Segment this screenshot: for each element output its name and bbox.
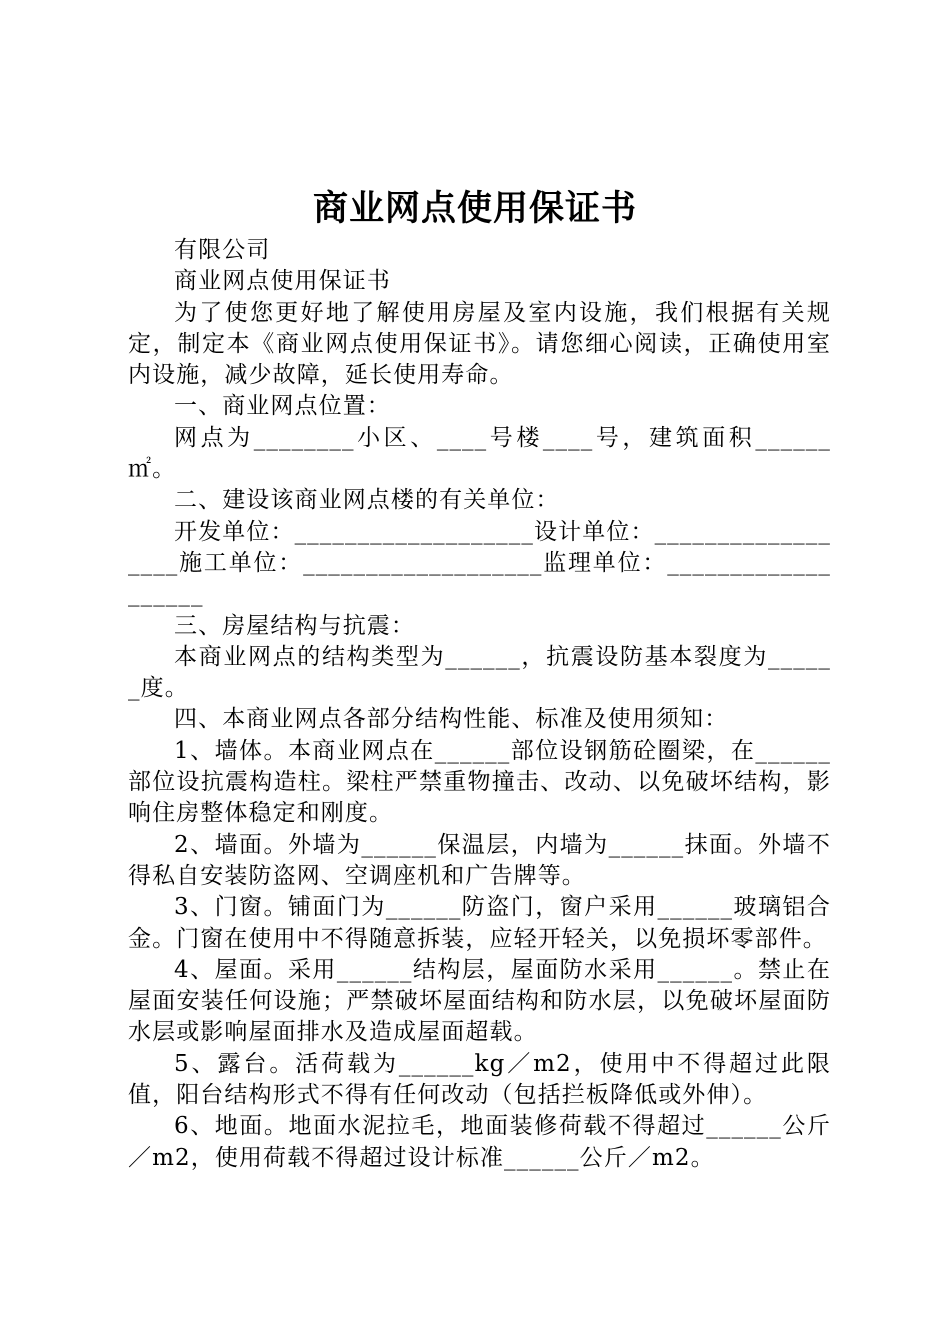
item-roof: 4、屋面。采用______结构层，屋面防水采用______。禁止在屋面安装任何设施；严禁破坏屋面结构和防水层，以免破坏屋面防水层或影响屋面排水及造成屋面超载。: [128, 956, 831, 1046]
company-line: 有限公司: [174, 237, 271, 263]
section-heading-location: 一、商业网点位置：: [174, 393, 391, 420]
item-terrace: 5、露台。活荷载为______kg／m2，使用中不得超过此限值，阳台结构形式不得有任何改动（包括拦板降低或外伸）。: [128, 1050, 831, 1109]
item-doors-windows: 3、门窗。铺面门为______防盗门，窗户采用______玻璃铝合金。门窗在使用中不得随意拆装，应轻开轻关，以免损坏零部件。: [128, 894, 831, 952]
subtitle-line: 商业网点使用保证书: [174, 268, 391, 295]
location-paragraph: 网点为________小区、____号楼____号，建筑面积______㎡。: [128, 424, 831, 483]
item-wall: 1、墙体。本商业网点在______部位设钢筋砼圈梁，在______部位设抗震构造柱。梁柱严禁重物撞击、改动、以免破坏结构，影响住房整体稳定和刚度。: [128, 737, 831, 827]
section-heading-usage: 四、本商业网点各部分结构性能、标准及使用须知：: [174, 706, 729, 733]
intro-paragraph: 为了使您更好地了解使用房屋及室内设施，我们根据有关规定，制定本《商业网点使用保证书》。请您细心阅读，正确使用室内设施，减少故障，延长使用寿命。: [128, 299, 831, 389]
section-heading-units: 二、建设该商业网点楼的有关单位：: [174, 487, 560, 514]
structure-paragraph: 本商业网点的结构类型为______，抗震设防基本裂度为______度。: [128, 643, 831, 702]
item-floor: 6、地面。地面水泥拉毛，地面装修荷载不得超过______公斤／m2，使用荷载不得超过设计标准______公斤／m2。: [128, 1113, 831, 1171]
section-heading-structure: 三、房屋结构与抗震：: [174, 612, 415, 639]
document-title: 商业网点使用保证书: [312, 188, 637, 229]
units-paragraph: 开发单位：___________________设计单位：__________________施工单位：___________________监理单位：___________________: [128, 518, 831, 608]
document-body: [128, 235, 831, 1174]
item-wall-surface: 2、墙面。外墙为______保温层，内墙为______抹面。外墙不得私自安装防盗网、空调座机和广告牌等。: [128, 831, 831, 889]
